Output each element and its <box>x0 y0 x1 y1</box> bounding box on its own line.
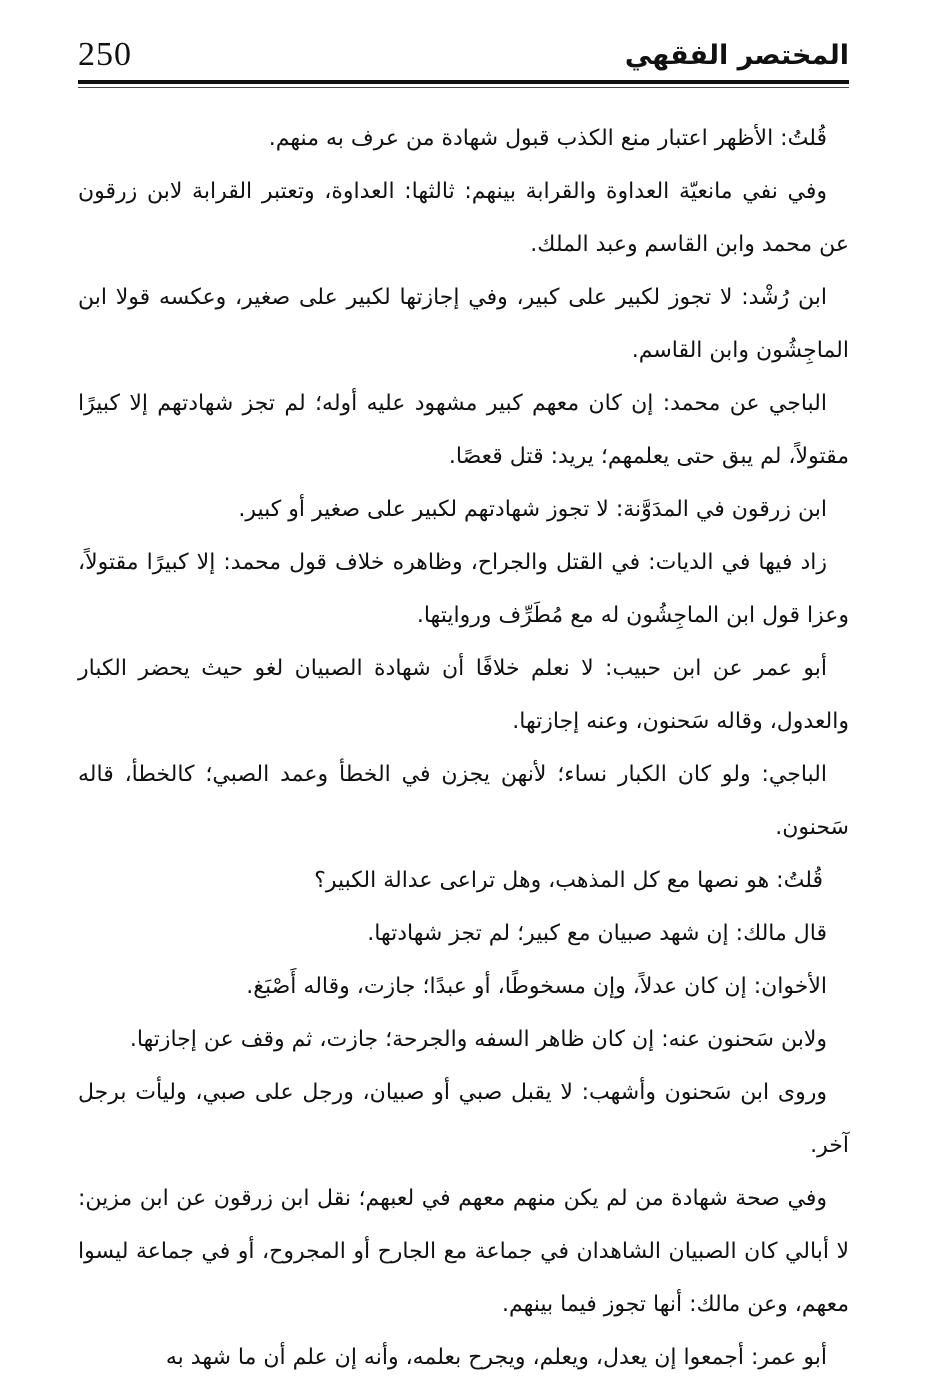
paragraph: وفي نفي مانعيّة العداوة والقرابة بينهم: ثالثها: العداوة، وتعتبر القرابة لابن زرقون عن محمد وابن القاسم وعبد الملك. <box>78 179 849 257</box>
body-text <box>78 112 849 1384</box>
page-number: 250 <box>78 36 132 73</box>
paragraph: أبو عمر: أجمعوا إن يعدل، ويعلم، ويجرح بعلمه، وأنه إن علم أن ما شهد به <box>165 1345 827 1370</box>
paragraph: قُلتُ: هو نصها مع كل المذهب، وهل تراعى عدالة الكبير؟ <box>314 868 823 893</box>
paragraph: الباجي عن محمد: إن كان معهم كبير مشهود عليه أوله؛ لم تجز شهادتهم إلا كبيرًا مقتولاً، لم يبق حتى يعلمهم؛ يريد: قتل قعصًا. <box>78 391 849 469</box>
paragraph: الباجي: ولو كان الكبار نساء؛ لأنهن يجزن في الخطأ وعمد الصبي؛ كالخطأ، قاله سَحنون. <box>78 762 849 840</box>
page-header <box>78 30 849 82</box>
paragraph: وروى ابن سَحنون وأشهب: لا يقبل صبي أو صبيان، ورجل على صبي، وليأت برجل آخر. <box>78 1080 849 1158</box>
paragraph: قال مالك: إن شهد صبيان مع كبير؛ لم تجز شهادتها. <box>367 921 827 946</box>
header-rule-thin <box>78 87 849 88</box>
paragraph: قُلتُ: الأظهر اعتبار منع الكذب قبول شهادة من عرف به منهم. <box>268 126 827 151</box>
paragraph: وفي صحة شهادة من لم يكن منهم معهم في لعبهم؛ نقل ابن زرقون عن ابن مزين: لا أبالي كان الصبيان الشاهدان في جماعة مع الجارح أو المجروح، أو في جماعة ليسوا معهم، وعن مالك: أنها تجوز فيما بينهم. <box>78 1186 849 1317</box>
running-title: المختصر الفقهي <box>624 40 849 71</box>
paragraph: زاد فيها في الديات: في القتل والجراح، وظاهره خلاف قول محمد: إلا كبيرًا مقتولاً، وعزا قول ابن الماجِشُون له مع مُطَرِّف وروايتها. <box>78 550 849 628</box>
paragraph: الأخوان: إن كان عدلاً، وإن مسخوطًا، أو عبدًا؛ جازت، وقاله أَصْبَغ. <box>246 974 827 999</box>
paragraph: ابن زرقون في المدَوَّنة: لا تجوز شهادتهم لكبير على صغير أو كبير. <box>238 497 827 522</box>
paragraph: ابن رُشْد: لا تجوز لكبير على كبير، وفي إجازتها لكبير على صغير، وعكسه قولا ابن الماجِشُون وابن القاسم. <box>78 285 849 363</box>
paragraph: ولابن سَحنون عنه: إن كان ظاهر السفه والجرحة؛ جازت، ثم وقف عن إجازتها. <box>129 1027 827 1052</box>
header-rule-thick <box>78 80 849 84</box>
paragraph: أبو عمر عن ابن حبيب: لا نعلم خلافًا أن شهادة الصبيان لغو حيث يحضر الكبار والعدول، وقاله سَحنون، وعنه إجازتها. <box>78 656 849 734</box>
